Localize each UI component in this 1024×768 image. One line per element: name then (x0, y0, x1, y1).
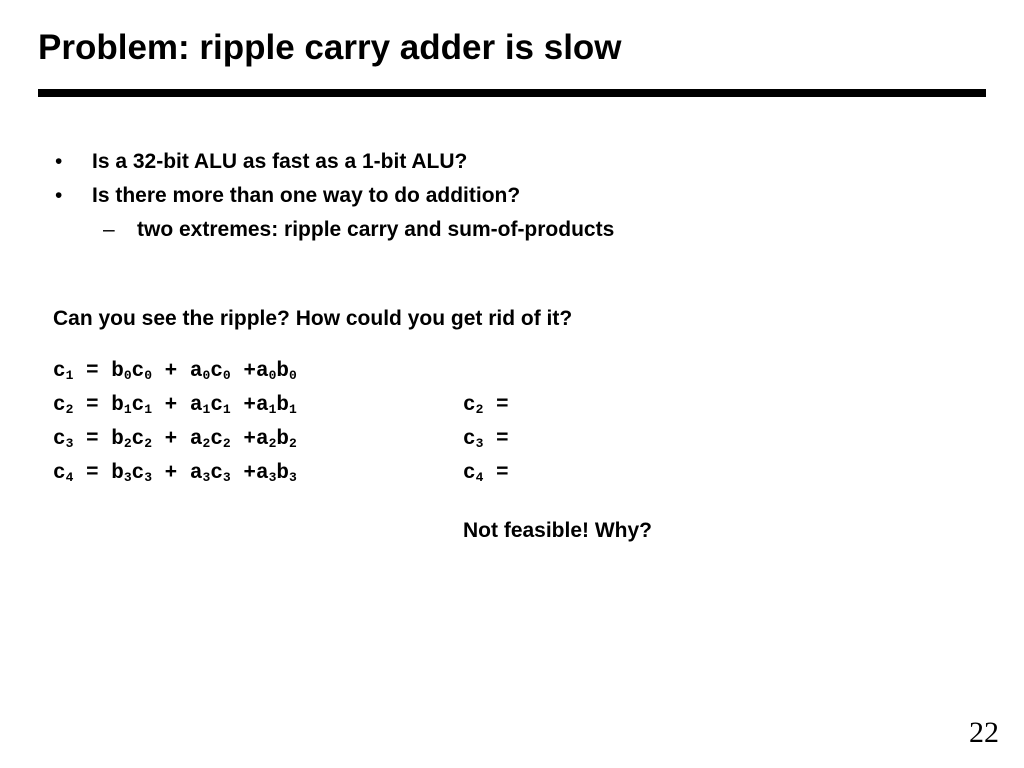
term-var: a (255, 428, 269, 451)
term-subscript: 0 (288, 368, 297, 383)
lhs-var: c (53, 428, 66, 451)
lhs-subscript: 2 (65, 402, 74, 417)
rhs-subscript: 2 (475, 402, 484, 417)
bullet-marker: • (55, 150, 63, 173)
lhs-var: c (53, 394, 66, 417)
plus-sign: + (230, 360, 256, 383)
plus-sign: + (230, 394, 256, 417)
term-subscript: 1 (288, 402, 297, 417)
term-subscript: 0 (268, 368, 277, 383)
term-subscript: 3 (288, 470, 297, 485)
equals-sign: = (73, 462, 112, 485)
term-subscript: 1 (123, 402, 132, 417)
rhs-var: c (463, 428, 476, 451)
plus-sign: + (152, 462, 190, 485)
term-var: b (111, 462, 124, 485)
term-subscript: 3 (268, 470, 277, 485)
term-subscript: 3 (144, 470, 153, 485)
equals-sign: = (73, 428, 112, 451)
term-var: b (276, 462, 289, 485)
term-var: c (131, 360, 145, 383)
rhs-var: c (463, 462, 476, 485)
term-subscript: 2 (288, 436, 297, 451)
equation-row (53, 394, 753, 428)
equals-sign: = (73, 394, 112, 417)
term-subscript: 2 (123, 436, 132, 451)
term-var: a (189, 394, 203, 417)
equals-sign: = (483, 462, 509, 485)
bullet-text: Is there more than one way to do addition? (92, 184, 521, 207)
term-var: c (210, 428, 223, 451)
lhs-var: c (53, 462, 66, 485)
equation-left (53, 428, 297, 451)
equation-left (53, 462, 297, 485)
term-subscript: 0 (144, 368, 153, 383)
term-subscript: 2 (222, 436, 231, 451)
title-divider (38, 89, 986, 97)
question-text: Can you see the ripple? How could you get rid of it? (53, 307, 573, 330)
equation-row (53, 462, 753, 496)
plus-sign: + (152, 360, 190, 383)
sub-bullet-marker: – (103, 218, 115, 241)
term-var: a (189, 428, 203, 451)
equals-sign: = (483, 428, 509, 451)
equation-row (53, 428, 753, 462)
conclusion-text: Not feasible! Why? (463, 519, 653, 542)
term-var: c (131, 462, 145, 485)
term-subscript: 2 (268, 436, 277, 451)
equation-row (53, 360, 753, 394)
term-var: a (255, 462, 269, 485)
term-subscript: 1 (144, 402, 153, 417)
term-var: b (111, 360, 124, 383)
slide-title: Problem: ripple carry adder is slow (38, 28, 622, 67)
plus-sign: + (152, 428, 190, 451)
term-var: b (276, 360, 289, 383)
equation-left (53, 360, 297, 383)
lhs-subscript: 3 (65, 436, 74, 451)
plus-sign: + (152, 394, 190, 417)
term-subscript: 1 (222, 402, 231, 417)
term-var: a (189, 360, 203, 383)
bullet-text: Is a 32-bit ALU as fast as a 1-bit ALU? (92, 150, 468, 173)
plus-sign: + (230, 428, 256, 451)
term-subscript: 0 (222, 368, 231, 383)
equation-right (463, 394, 509, 417)
lhs-var: c (53, 360, 66, 383)
term-var: b (276, 394, 289, 417)
term-subscript: 2 (202, 436, 211, 451)
term-subscript: 1 (202, 402, 211, 417)
equation-left (53, 394, 297, 417)
term-var: c (210, 360, 223, 383)
rhs-subscript: 4 (475, 470, 484, 485)
term-var: c (131, 428, 145, 451)
term-var: a (255, 394, 269, 417)
sub-bullet-text: two extremes: ripple carry and sum-of-products (137, 218, 615, 241)
term-subscript: 0 (123, 368, 132, 383)
carry-equations (53, 360, 753, 496)
term-subscript: 3 (123, 470, 132, 485)
equals-sign: = (73, 360, 112, 383)
term-var: a (255, 360, 269, 383)
term-var: c (131, 394, 145, 417)
equals-sign: = (483, 394, 509, 417)
plus-sign: + (230, 462, 256, 485)
term-var: b (111, 428, 124, 451)
term-subscript: 3 (222, 470, 231, 485)
equation-right (463, 462, 509, 485)
rhs-subscript: 3 (475, 436, 484, 451)
page-number: 22 (969, 716, 999, 749)
term-var: b (276, 428, 289, 451)
rhs-var: c (463, 394, 476, 417)
term-subscript: 2 (144, 436, 153, 451)
bullet-marker: • (55, 184, 63, 207)
term-var: b (111, 394, 124, 417)
equation-right (463, 428, 509, 451)
lhs-subscript: 4 (65, 470, 74, 485)
lhs-subscript: 1 (65, 368, 74, 383)
term-subscript: 1 (268, 402, 277, 417)
term-subscript: 0 (202, 368, 211, 383)
term-var: c (210, 462, 223, 485)
term-subscript: 3 (202, 470, 211, 485)
term-var: c (210, 394, 223, 417)
term-var: a (189, 462, 203, 485)
